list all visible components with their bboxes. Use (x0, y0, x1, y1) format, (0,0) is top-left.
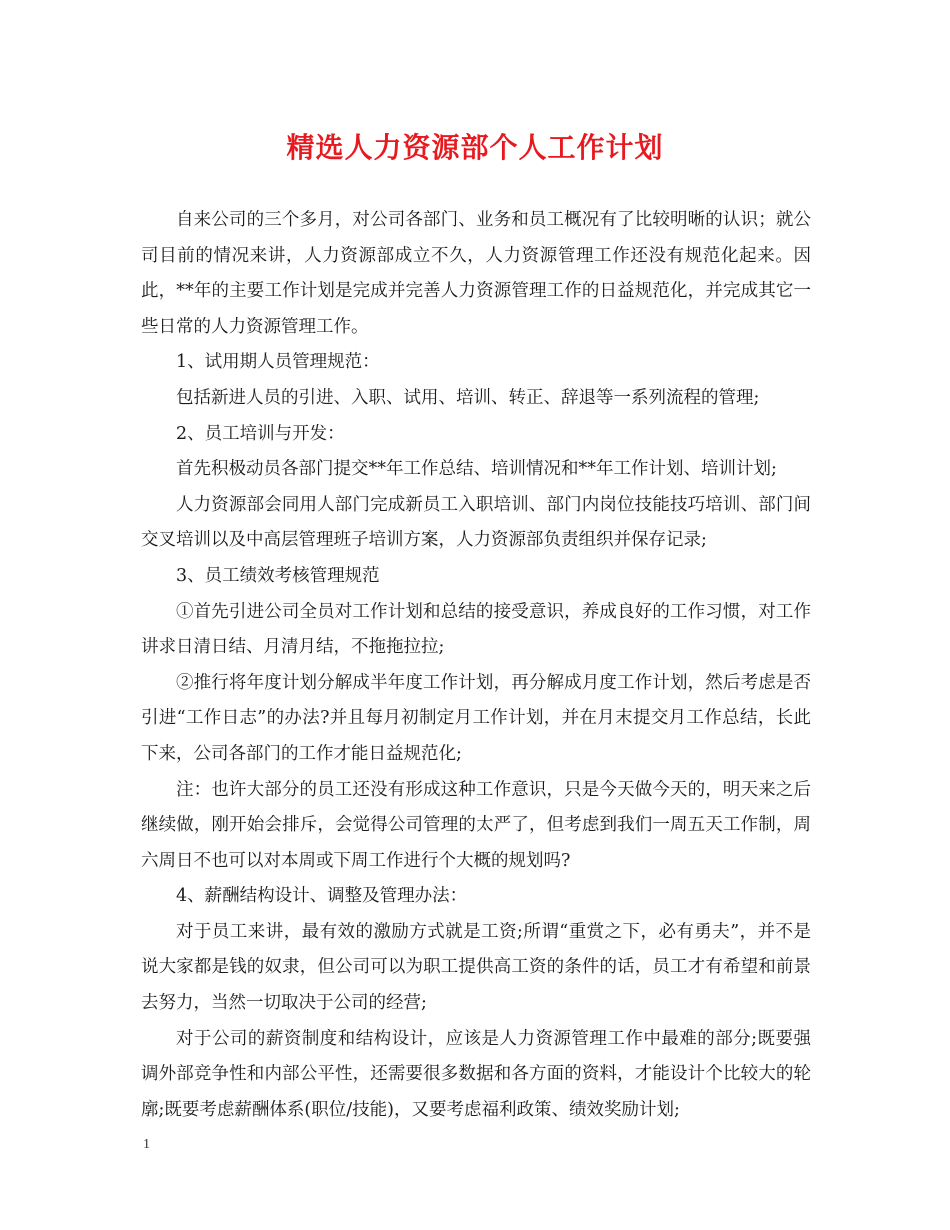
paragraph: 对于员工来讲，最有效的激励方式就是工资;所谓“重赏之下，必有勇夫”，并不是说大家都是钱的奴隶，但公司可以为职工提供高工资的条件的话，员工才有希望和前景去努力，当然一切取决于公司的经营; (141, 921, 811, 1014)
paragraph: 注：也许大部分的员工还没有形成这种工作意识，只是今天做今天的，明天来之后继续做，刚开始会排斥，会觉得公司管理的太严了，但考虑到我们一周五天工作制，周六周日不也可以对本周或下周工作进行个大概的规划吗? (141, 779, 811, 871)
paragraph: 首先积极动员各部门提交**年工作总结、培训情况和**年工作计划、培训计划; (176, 459, 777, 480)
paragraph: 1、试用期人员管理规范： (176, 352, 380, 373)
document-title: 精选人力资源部个人工作计划 (286, 131, 664, 164)
paragraph: ①首先引进公司全员对工作计划和总结的接受意识，养成良好的工作习惯，对工作讲求日清日结、月清月结，不拖拖拉拉; (141, 601, 811, 658)
paragraph: 包括新进人员的引进、入职、试用、培训、转正、辞退等一系列流程的管理; (176, 387, 760, 408)
paragraph: ②推行将年度计划分解成半年度工作计划，再分解成月度工作计划，然后考虑是否引进“工作日志”的办法?并且每月初制定月工作计划，并在月末提交月工作总结，长此下来，公司各部门的工作才能日益规范化; (141, 672, 811, 764)
paragraph: 4、薪酬结构设计、调整及管理办法： (176, 886, 468, 907)
paragraph: 自来公司的三个多月，对公司各部门、业务和员工概况有了比较明晰的认识；就公司目前的情况来讲，人力资源部成立不久，人力资源管理工作还没有规范化起来。因此，**年的主要工作计划是完成并完善人力资源管理工作的日益规范化，并完成其它一些日常的人力资源管理工作。 (141, 210, 811, 337)
document-body (141, 203, 811, 1128)
paragraph: 人力资源部会同用人部门完成新员工入职培训、部门内岗位技能技巧培训、部门间交叉培训以及中高层管理班子培训方案，人力资源部负责组织并保存记录; (141, 494, 811, 551)
paragraph: 3、员工绩效考核管理规范 (176, 565, 380, 586)
paragraph: 2、员工培训与开发： (176, 423, 345, 444)
page-number: 1 (143, 1137, 150, 1152)
paragraph: 对于公司的薪资制度和结构设计，应该是人力资源管理工作中最难的部分;既要强调外部竞争性和内部公平性，还需要很多数据和各方面的资料，才能设计个比较大的轮廓;既要考虑薪酬体系(职位/技能)，又要考虑福利政策、绩效奖励计划; (141, 1028, 811, 1120)
